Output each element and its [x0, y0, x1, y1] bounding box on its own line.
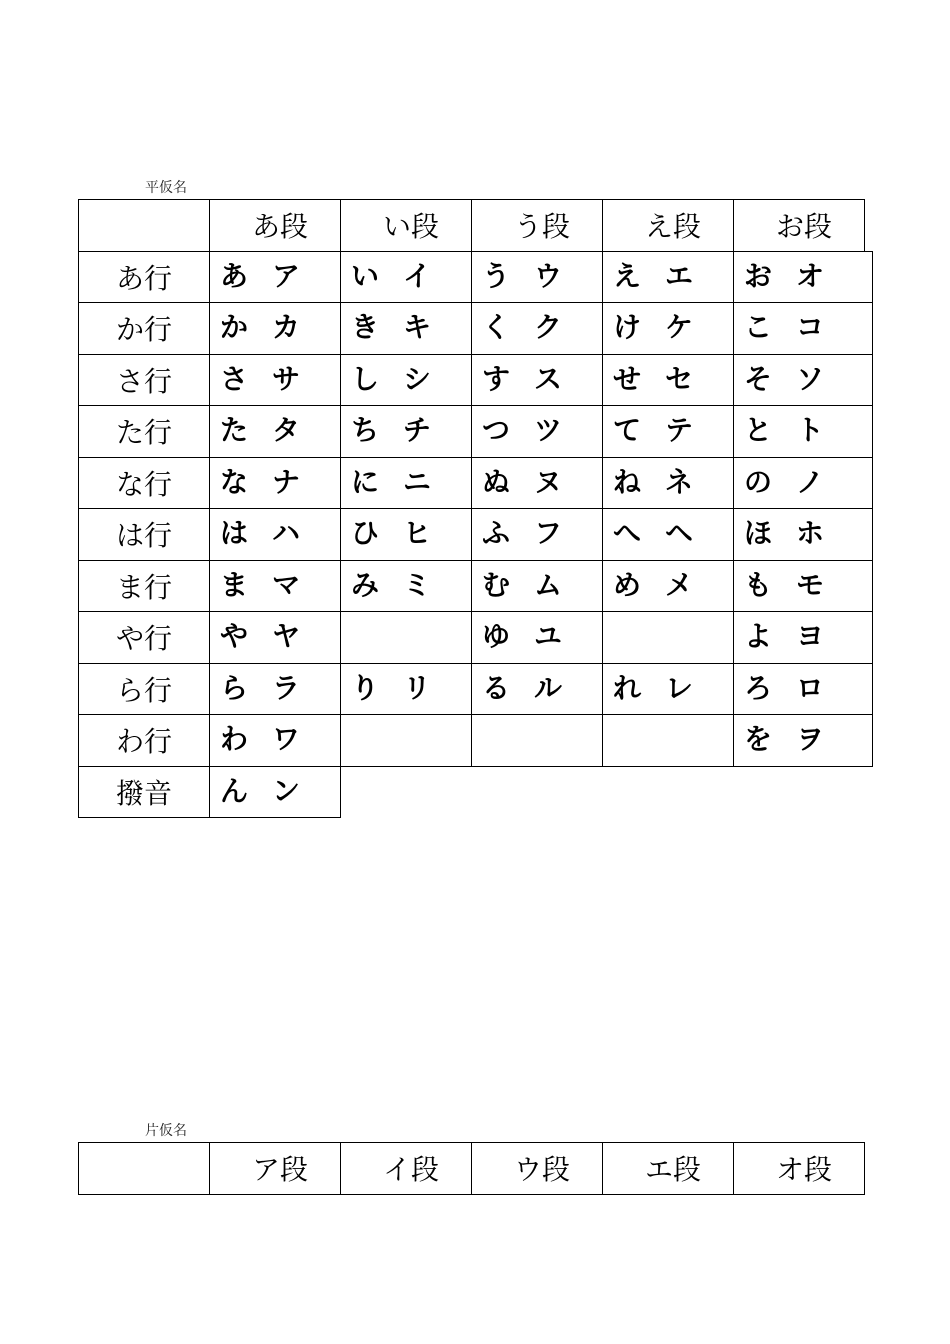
row-label: た行 [78, 405, 210, 458]
katakana-char: ツ [534, 413, 563, 447]
katakana-char: ネ [665, 465, 694, 499]
kana-cell [209, 663, 341, 716]
kana-cell [340, 251, 472, 304]
kana-cell [733, 663, 873, 716]
kana-cell [602, 251, 734, 304]
hiragana-char: ひ [351, 516, 380, 550]
hiragana-char: よ [744, 619, 773, 653]
row-label: 撥音 [78, 766, 210, 819]
column-header-label: イ段 [382, 1153, 439, 1187]
kana-cell [471, 508, 603, 561]
kana-cell [471, 405, 603, 458]
hiragana-char: は [220, 516, 249, 550]
katakana-char: ス [534, 362, 563, 396]
hiragana-char: ぬ [482, 465, 511, 499]
hiragana-char: り [351, 671, 380, 705]
kana-cell [733, 611, 873, 664]
kana-cell [340, 405, 472, 458]
kana-cell [340, 354, 472, 407]
column-header [471, 199, 603, 252]
kana-cell [602, 663, 734, 716]
katakana-char: モ [796, 568, 825, 602]
column-header [602, 1142, 734, 1195]
kana-cell [733, 354, 873, 407]
kana-cell [733, 714, 873, 767]
kana-cell [602, 560, 734, 613]
kana-cell [340, 302, 472, 355]
column-header [602, 199, 734, 252]
kana-cell [602, 457, 734, 510]
katakana-char: ホ [796, 516, 825, 550]
kana-cell [340, 663, 472, 716]
kana-cell [209, 354, 341, 407]
hiragana-char: え [613, 259, 642, 293]
katakana-char: ワ [272, 722, 301, 756]
katakana-char: ミ [403, 568, 432, 602]
kana-cell [733, 405, 873, 458]
column-header-label: お段 [775, 210, 832, 244]
hiragana-char: ん [220, 774, 249, 808]
hiragana-char: ほ [744, 516, 773, 550]
header-corner-cell [78, 199, 210, 252]
hiragana-char: わ [220, 722, 249, 756]
column-header [340, 199, 472, 252]
katakana-char: ウ [534, 259, 563, 293]
kana-cell [209, 251, 341, 304]
katakana-char: リ [403, 671, 432, 705]
hiragana-char: の [744, 465, 773, 499]
hiragana-char: あ [220, 259, 249, 293]
hiragana-char: れ [613, 671, 642, 705]
column-header [733, 1142, 865, 1195]
hiragana-char: な [220, 465, 249, 499]
katakana-char: ニ [403, 465, 432, 499]
hiragana-char: て [613, 413, 642, 447]
katakana-char: ヌ [534, 465, 563, 499]
hiragana-char: た [220, 413, 249, 447]
katakana-char: ケ [665, 310, 694, 344]
hiragana-char: お [744, 259, 773, 293]
column-header-label: エ段 [644, 1153, 701, 1187]
hiragana-char: に [351, 465, 380, 499]
hiragana-char: つ [482, 413, 511, 447]
kana-cell [340, 508, 472, 561]
kana-cell [471, 611, 603, 664]
hiragana-char: へ [613, 516, 642, 550]
katakana-char: メ [665, 568, 694, 602]
kana-cell [340, 560, 472, 613]
katakana-char: カ [272, 310, 301, 344]
katakana-char: ヘ [665, 516, 694, 550]
hiragana-char: む [482, 568, 511, 602]
katakana-char: ト [796, 413, 825, 447]
kana-cell [209, 457, 341, 510]
hiragana-char: ら [220, 671, 249, 705]
row-label: ら行 [78, 663, 210, 716]
kana-cell [209, 766, 341, 819]
column-header [733, 199, 865, 252]
hiragana-char: い [351, 259, 380, 293]
hiragana-char: け [613, 310, 642, 344]
hiragana-char: ゆ [482, 619, 511, 653]
column-header-label: い段 [382, 210, 439, 244]
katakana-char: マ [272, 568, 301, 602]
katakana-char: ヒ [403, 516, 432, 550]
katakana-char: フ [534, 516, 563, 550]
hiragana-char: し [351, 362, 380, 396]
column-header-label: え段 [644, 210, 701, 244]
hiragana-char: を [744, 722, 773, 756]
hiragana-char: や [220, 619, 249, 653]
row-label: な行 [78, 457, 210, 510]
kana-cell [471, 251, 603, 304]
kana-cell [209, 714, 341, 767]
katakana-char: ロ [796, 671, 825, 705]
hiragana-char: ふ [482, 516, 511, 550]
katakana-char: ヲ [796, 722, 825, 756]
katakana-char: ハ [272, 516, 301, 550]
katakana-char: ノ [796, 465, 825, 499]
katakana-char: テ [665, 413, 694, 447]
katakana-char: チ [403, 413, 432, 447]
hiragana-char: め [613, 568, 642, 602]
kana-cell [471, 663, 603, 716]
kana-cell [209, 302, 341, 355]
column-header [340, 1142, 472, 1195]
hiragana-char: も [744, 568, 773, 602]
hiragana-char: す [482, 362, 511, 396]
kana-cell [471, 560, 603, 613]
kana-cell [602, 302, 734, 355]
column-header-label: う段 [513, 210, 570, 244]
hiragana-char: さ [220, 362, 249, 396]
column-header-label: ア段 [251, 1153, 308, 1187]
katakana-char: ル [534, 671, 563, 705]
kana-cell [209, 405, 341, 458]
kana-cell [602, 405, 734, 458]
hiragana-char: ち [351, 413, 380, 447]
empty-cell [340, 611, 472, 664]
katakana-char: ム [534, 568, 563, 602]
katakana-char: ラ [272, 671, 301, 705]
katakana-char: キ [403, 310, 432, 344]
row-label: わ行 [78, 714, 210, 767]
kana-cell [733, 457, 873, 510]
hiragana-char: と [744, 413, 773, 447]
katakana-char: ヤ [272, 619, 301, 653]
hiragana-char: せ [613, 362, 642, 396]
kana-cell [733, 251, 873, 304]
kana-cell [733, 508, 873, 561]
kana-cell [602, 508, 734, 561]
katakana-char: オ [796, 259, 825, 293]
kana-cell [340, 457, 472, 510]
row-label: は行 [78, 508, 210, 561]
column-header-label: オ段 [775, 1153, 832, 1187]
hiragana-char: そ [744, 362, 773, 396]
kana-cell [209, 508, 341, 561]
hiragana-char: ね [613, 465, 642, 499]
empty-cell [340, 714, 472, 767]
katakana-char: セ [665, 362, 694, 396]
kana-cell [209, 611, 341, 664]
katakana-caption: 片仮名 [145, 1123, 187, 1139]
column-header-label: ウ段 [513, 1153, 570, 1187]
katakana-char: レ [665, 671, 694, 705]
empty-cell [602, 611, 734, 664]
katakana-char: ア [272, 259, 301, 293]
column-header [209, 1142, 341, 1195]
kana-cell [471, 457, 603, 510]
katakana-char: エ [665, 259, 694, 293]
katakana-char: コ [796, 310, 825, 344]
column-header [209, 199, 341, 252]
row-label: や行 [78, 611, 210, 664]
katakana-char: ナ [272, 465, 301, 499]
header-corner-cell [78, 1142, 210, 1195]
katakana-char: シ [403, 362, 432, 396]
row-label: あ行 [78, 251, 210, 304]
kana-cell [602, 354, 734, 407]
column-header-label: あ段 [251, 210, 308, 244]
katakana-char: タ [272, 413, 301, 447]
row-label: か行 [78, 302, 210, 355]
row-label: さ行 [78, 354, 210, 407]
hiragana-char: ま [220, 568, 249, 602]
hiragana-char: み [351, 568, 380, 602]
kana-cell [733, 560, 873, 613]
katakana-char: イ [403, 259, 432, 293]
column-header [471, 1142, 603, 1195]
kana-cell [209, 560, 341, 613]
kana-cell [733, 302, 873, 355]
hiragana-char: う [482, 259, 511, 293]
katakana-char: ソ [796, 362, 825, 396]
katakana-char: サ [272, 362, 301, 396]
hiragana-char: こ [744, 310, 773, 344]
empty-cell [602, 714, 734, 767]
kana-cell [471, 354, 603, 407]
empty-cell [471, 714, 603, 767]
katakana-char: ク [534, 310, 563, 344]
row-label: ま行 [78, 560, 210, 613]
katakana-char: ユ [534, 619, 563, 653]
hiragana-char: く [482, 310, 511, 344]
hiragana-char: き [351, 310, 380, 344]
hiragana-char: る [482, 671, 511, 705]
hiragana-char: か [220, 310, 249, 344]
katakana-char: ン [272, 774, 301, 808]
hiragana-caption: 平仮名 [145, 180, 187, 196]
katakana-char: ヨ [796, 619, 825, 653]
hiragana-char: ろ [744, 671, 773, 705]
kana-cell [471, 302, 603, 355]
